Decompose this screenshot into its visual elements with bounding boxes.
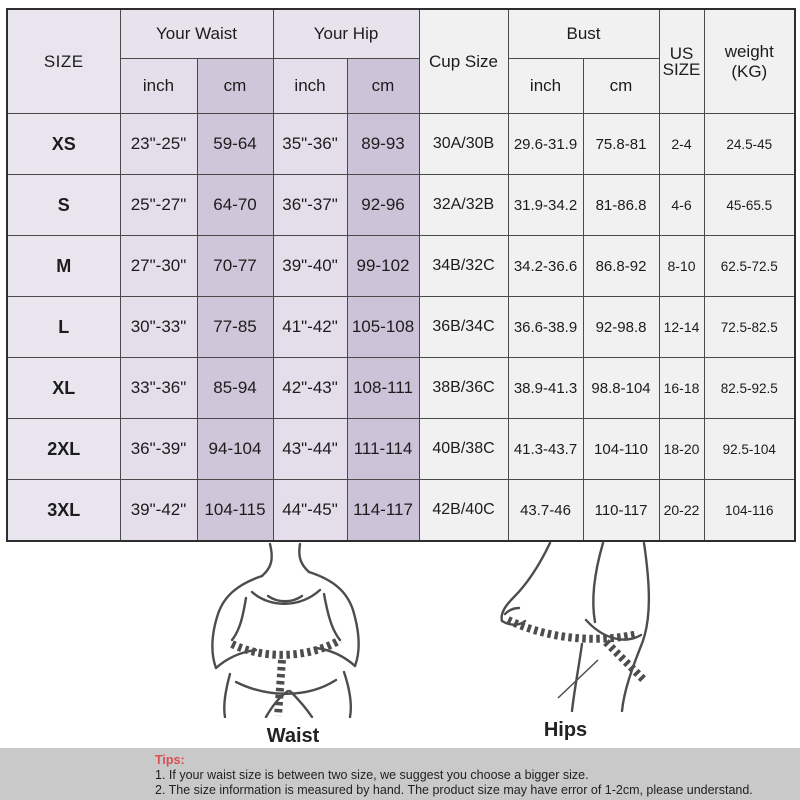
cell-size: 2XL [7, 419, 120, 480]
cell-weight: 62.5-72.5 [704, 236, 795, 297]
cell-waist-inch: 33"-36" [120, 358, 197, 419]
measurement-figures [168, 540, 673, 748]
cell-hip-inch: 41"-42" [273, 297, 347, 358]
cell-waist-cm: 77-85 [197, 297, 273, 358]
cell-bust-inch: 43.7-46 [508, 480, 583, 542]
header-us-line2: SIZE [662, 59, 701, 79]
header-us-size [659, 9, 704, 114]
tips-line-2: 2. The size information is measured by hand. The product size may have error of 1-2cm, please understand. [155, 783, 753, 797]
header-waist-inch: inch [120, 59, 197, 114]
cell-waist-cm: 85-94 [197, 358, 273, 419]
cell-size: XL [7, 358, 120, 419]
hips-label: Hips [543, 719, 588, 741]
cell-bust-cm: 75.8-81 [583, 114, 659, 175]
waist-measure-figure-icon [168, 540, 418, 723]
cell-waist-inch: 23"-25" [120, 114, 197, 175]
cell-bust-inch: 29.6-31.9 [508, 114, 583, 175]
cell-waist-inch: 30"-33" [120, 297, 197, 358]
header-us-line1: US [669, 43, 694, 63]
cell-hip-inch: 42"-43" [273, 358, 347, 419]
cell-us-size: 20-22 [659, 480, 704, 542]
header-bust: Bust [508, 9, 659, 59]
header-hip-cm: cm [347, 59, 419, 114]
cell-size: L [7, 297, 120, 358]
header-size: SIZE [7, 9, 120, 114]
cell-waist-cm: 104-115 [197, 480, 273, 542]
header-weight [704, 9, 795, 114]
cell-hip-cm: 105-108 [347, 297, 419, 358]
cell-weight: 72.5-82.5 [704, 297, 795, 358]
header-weight-line2: (KG) [731, 61, 768, 81]
cell-us-size: 2-4 [659, 114, 704, 175]
cell-weight: 104-116 [704, 480, 795, 542]
cell-bust-inch: 31.9-34.2 [508, 175, 583, 236]
cell-us-size: 12-14 [659, 297, 704, 358]
header-bust-cm: cm [583, 59, 659, 114]
cell-cup-size: 32A/32B [419, 175, 508, 236]
cell-size: XS [7, 114, 120, 175]
cell-bust-cm: 110-117 [583, 480, 659, 542]
header-your-waist: Your Waist [120, 9, 273, 59]
cell-cup-size: 40B/38C [419, 419, 508, 480]
header-hip-inch: inch [273, 59, 347, 114]
cell-waist-inch: 25"-27" [120, 175, 197, 236]
table-row-m [7, 236, 795, 297]
table-row-xs [7, 114, 795, 175]
cell-bust-inch: 36.6-38.9 [508, 297, 583, 358]
cell-hip-cm: 108-111 [347, 358, 419, 419]
tips-section [0, 748, 800, 800]
cell-hip-inch: 43"-44" [273, 419, 347, 480]
hips-measure-figure-icon [458, 540, 673, 717]
cell-waist-inch: 36"-39" [120, 419, 197, 480]
cell-weight: 45-65.5 [704, 175, 795, 236]
header-waist-cm: cm [197, 59, 273, 114]
cell-bust-inch: 41.3-43.7 [508, 419, 583, 480]
cell-size: S [7, 175, 120, 236]
cell-bust-cm: 98.8-104 [583, 358, 659, 419]
cell-weight: 92.5-104 [704, 419, 795, 480]
cell-bust-cm: 81-86.8 [583, 175, 659, 236]
table-row-2xl [7, 419, 795, 480]
cell-cup-size: 36B/34C [419, 297, 508, 358]
cell-waist-cm: 70-77 [197, 236, 273, 297]
cell-hip-cm: 92-96 [347, 175, 419, 236]
cell-bust-cm: 86.8-92 [583, 236, 659, 297]
cell-cup-size: 30A/30B [419, 114, 508, 175]
cell-weight: 82.5-92.5 [704, 358, 795, 419]
tips-line-1: 1. If your waist size is between two size, we suggest you choose a bigger size. [155, 768, 589, 782]
cell-weight: 24.5-45 [704, 114, 795, 175]
cell-waist-inch: 27"-30" [120, 236, 197, 297]
cell-waist-cm: 64-70 [197, 175, 273, 236]
table-row-l [7, 297, 795, 358]
cell-waist-inch: 39"-42" [120, 480, 197, 542]
cell-size: 3XL [7, 480, 120, 542]
header-weight-line1: weight [724, 41, 774, 61]
cell-hip-cm: 111-114 [347, 419, 419, 480]
cell-bust-inch: 34.2-36.6 [508, 236, 583, 297]
cell-bust-cm: 104-110 [583, 419, 659, 480]
table-row-xl [7, 358, 795, 419]
cell-hip-inch: 36"-37" [273, 175, 347, 236]
header-your-hip: Your Hip [273, 9, 419, 59]
cell-bust-cm: 92-98.8 [583, 297, 659, 358]
cell-us-size: 16-18 [659, 358, 704, 419]
cell-cup-size: 34B/32C [419, 236, 508, 297]
cell-hip-inch: 35"-36" [273, 114, 347, 175]
cell-hip-inch: 39"-40" [273, 236, 347, 297]
table-row-3xl [7, 480, 795, 542]
cell-hip-inch: 44"-45" [273, 480, 347, 542]
cell-us-size: 18-20 [659, 419, 704, 480]
cell-bust-inch: 38.9-41.3 [508, 358, 583, 419]
waist-figure [168, 540, 418, 748]
cell-cup-size: 38B/36C [419, 358, 508, 419]
hips-figure [458, 540, 673, 748]
size-chart-table [6, 8, 794, 542]
header-bust-inch: inch [508, 59, 583, 114]
cell-size: M [7, 236, 120, 297]
cell-hip-cm: 99-102 [347, 236, 419, 297]
cell-hip-cm: 114-117 [347, 480, 419, 542]
table-row-s [7, 175, 795, 236]
cell-us-size: 8-10 [659, 236, 704, 297]
waist-label: Waist [266, 725, 320, 747]
cell-cup-size: 42B/40C [419, 480, 508, 542]
cell-waist-cm: 94-104 [197, 419, 273, 480]
cell-us-size: 4-6 [659, 175, 704, 236]
tips-title: Tips: [155, 753, 185, 767]
cell-hip-cm: 89-93 [347, 114, 419, 175]
cell-waist-cm: 59-64 [197, 114, 273, 175]
header-cup-size: Cup Size [419, 9, 508, 114]
